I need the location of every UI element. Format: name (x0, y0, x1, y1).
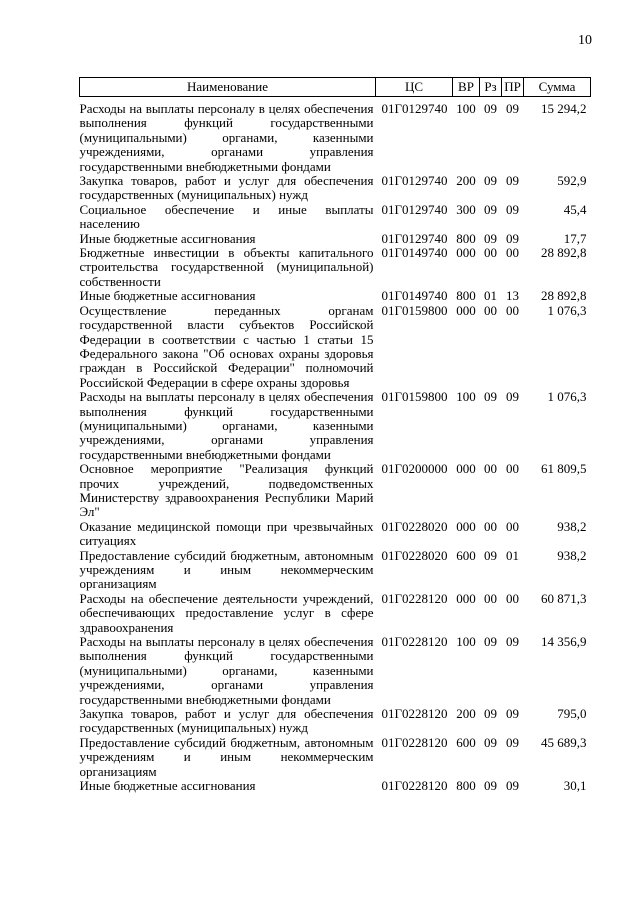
cell-rz: 01 (484, 288, 497, 304)
cell-sum: 60 871,3 (541, 590, 587, 606)
cell-name: Иные бюджетные ассигнования (79, 230, 256, 246)
cell-vr: 600 (456, 734, 476, 750)
cell-pr: 09 (506, 201, 519, 217)
cell-name: Социальное обеспечение и иные выплаты населению (79, 201, 374, 232)
cell-pr: 01 (506, 547, 519, 563)
cell-name: Расходы на выплаты персоналу в целях обеспечения выполнения функций государственными (муниципальными) органами, казенными учреждениями, органами управления государственными внебюджетными фондами (79, 389, 374, 462)
cell-name: Основное мероприятие "Реализация функций прочих учреждений, подведомственных Министерству здравоохранения Республики Марий Эл" (79, 461, 374, 520)
cell-name: Осуществление переданных органам государственной власти субъектов Российской Федерации в соответствии с частью 1 статьи 15 Федерального закона "Об основах охраны здоровья граждан в Российской Федерации" полномочий Российской Федерации в сфере охраны здоровья (79, 302, 374, 390)
cell-rz: 09 (484, 173, 497, 189)
cell-pr: 00 (506, 461, 519, 477)
table-row (80, 635, 591, 707)
header-row (80, 78, 591, 97)
cell-sum: 45 689,3 (541, 734, 587, 750)
cell-vr: 800 (456, 230, 476, 246)
budget-table (79, 77, 591, 794)
cell-cs: 01Г0149740 (381, 288, 448, 304)
table-header (80, 78, 591, 97)
cell-cs: 01Г0129740 (381, 101, 448, 116)
table-body (80, 97, 591, 794)
cell-vr: 800 (456, 288, 476, 304)
cell-sum: 14 356,9 (541, 634, 587, 650)
cell-rz: 09 (484, 201, 497, 217)
table-row (80, 707, 591, 736)
cell-sum: 61 809,5 (541, 461, 587, 477)
cell-vr: 000 (456, 302, 476, 318)
cell-cs: 01Г0228120 (381, 706, 448, 722)
cell-sum: 1 076,3 (547, 302, 587, 318)
cell-sum: 17,7 (563, 230, 587, 246)
cell-sum: 30,1 (563, 778, 587, 794)
cell-rz: 00 (484, 518, 497, 534)
cell-name: Иные бюджетные ассигнования (79, 288, 256, 304)
cell-cs: 01Г0129740 (381, 173, 448, 189)
cell-name: Закупка товаров, работ и услуг для обеспечения государственных (муниципальных) нужд (79, 706, 374, 736)
cell-rz: 00 (484, 590, 497, 606)
cell-cs: 01Г0228120 (381, 778, 448, 794)
cell-cs: 01Г0149740 (381, 245, 448, 261)
cell-rz: 09 (484, 634, 497, 650)
table-row (80, 592, 591, 635)
cell-rz: 09 (484, 734, 497, 750)
cell-vr: 000 (456, 590, 476, 606)
header-rz: Рз (480, 78, 502, 97)
cell-vr: 100 (456, 101, 476, 116)
table-row (80, 289, 591, 303)
table-row (80, 174, 591, 203)
cell-rz: 09 (484, 389, 497, 405)
cell-cs: 01Г0228120 (381, 590, 448, 606)
cell-cs: 01Г0228020 (381, 547, 448, 563)
cell-pr: 00 (506, 590, 519, 606)
cell-sum: 795,0 (557, 706, 587, 722)
cell-sum: 1 076,3 (547, 389, 587, 405)
cell-vr: 100 (456, 634, 476, 650)
cell-vr: 200 (456, 173, 476, 189)
cell-rz: 09 (484, 778, 497, 794)
cell-name: Расходы на выплаты персоналу в целях обеспечения выполнения функций государственными (муниципальными) органами, казенными учреждениями, органами управления государственными внебюджетными фондами (79, 101, 374, 174)
table-row (80, 549, 591, 592)
cell-vr: 000 (456, 245, 476, 261)
cell-vr: 600 (456, 547, 476, 563)
cell-pr: 00 (506, 302, 519, 318)
cell-vr: 100 (456, 389, 476, 405)
cell-pr: 09 (506, 101, 519, 116)
cell-name: Расходы на обеспечение деятельности учреждений, обеспечивающих предоставление услуг в сфере здравоохранения (79, 590, 374, 635)
cell-pr: 09 (506, 706, 519, 722)
cell-sum: 938,2 (557, 518, 587, 534)
table-row (80, 462, 591, 520)
cell-cs: 01Г0129740 (381, 230, 448, 246)
cell-sum: 592,9 (557, 173, 587, 189)
cell-name: Предоставление субсидий бюджетным, автономным учреждениям и иным некоммерческим организациям (79, 734, 374, 779)
cell-pr: 09 (506, 734, 519, 750)
table-row (80, 97, 591, 175)
cell-cs: 01Г0159800 (381, 389, 448, 405)
cell-rz: 09 (484, 101, 497, 116)
cell-pr: 09 (506, 634, 519, 650)
cell-vr: 200 (456, 706, 476, 722)
header-sum: Сумма (524, 78, 591, 97)
cell-name: Расходы на выплаты персоналу в целях обеспечения выполнения функций государственными (муниципальными) органами, казенными учреждениями, органами управления государственными внебюджетными фондами (79, 634, 374, 707)
cell-pr: 09 (506, 173, 519, 189)
cell-rz: 00 (484, 302, 497, 318)
cell-pr: 09 (506, 230, 519, 246)
table-row (80, 232, 591, 246)
cell-name: Предоставление субсидий бюджетным, автономным учреждениям и иным некоммерческим организациям (79, 547, 374, 592)
cell-name: Закупка товаров, работ и услуг для обеспечения государственных (муниципальных) нужд (79, 173, 374, 203)
cell-sum: 15 294,2 (541, 101, 587, 116)
cell-sum: 28 892,8 (541, 288, 587, 304)
cell-cs: 01Г0159800 (381, 302, 448, 318)
header-pr: ПР (502, 78, 524, 97)
cell-vr: 300 (456, 201, 476, 217)
cell-sum: 45,4 (563, 201, 587, 217)
cell-rz: 00 (484, 461, 497, 477)
cell-pr: 09 (506, 389, 519, 405)
cell-name: Бюджетные инвестиции в объекты капитального строительства государственной (муниципальной) собственности (79, 245, 374, 289)
cell-cs: 01Г0228120 (381, 734, 448, 750)
cell-vr: 800 (456, 778, 476, 794)
table-row (80, 520, 591, 549)
cell-rz: 00 (484, 245, 497, 261)
header-vr: ВР (453, 78, 480, 97)
page-number: 10 (578, 33, 592, 48)
table-row (80, 390, 591, 462)
cell-sum: 938,2 (557, 547, 587, 563)
cell-cs: 01Г0129740 (381, 201, 448, 217)
table-row (80, 304, 591, 390)
cell-cs: 01Г0228020 (381, 518, 448, 534)
cell-name: Иные бюджетные ассигнования (79, 778, 256, 794)
cell-pr: 13 (506, 288, 519, 304)
cell-pr: 09 (506, 778, 519, 794)
cell-rz: 09 (484, 706, 497, 722)
cell-name: Оказание медицинской помощи при чрезвычайных ситуациях (79, 518, 374, 549)
cell-vr: 000 (456, 461, 476, 477)
cell-pr: 00 (506, 518, 519, 534)
cell-cs: 01Г0228120 (381, 634, 448, 650)
cell-rz: 09 (484, 547, 497, 563)
header-name: Наименование (80, 78, 376, 97)
cell-sum: 28 892,8 (541, 245, 587, 261)
table-row (80, 246, 591, 289)
cell-rz: 09 (484, 230, 497, 246)
cell-vr: 000 (456, 518, 476, 534)
table-row (80, 203, 591, 232)
cell-pr: 00 (506, 245, 519, 261)
header-cs: ЦС (376, 78, 453, 97)
table-row (80, 736, 591, 779)
cell-cs: 01Г0200000 (381, 461, 448, 477)
table-row (80, 779, 591, 793)
